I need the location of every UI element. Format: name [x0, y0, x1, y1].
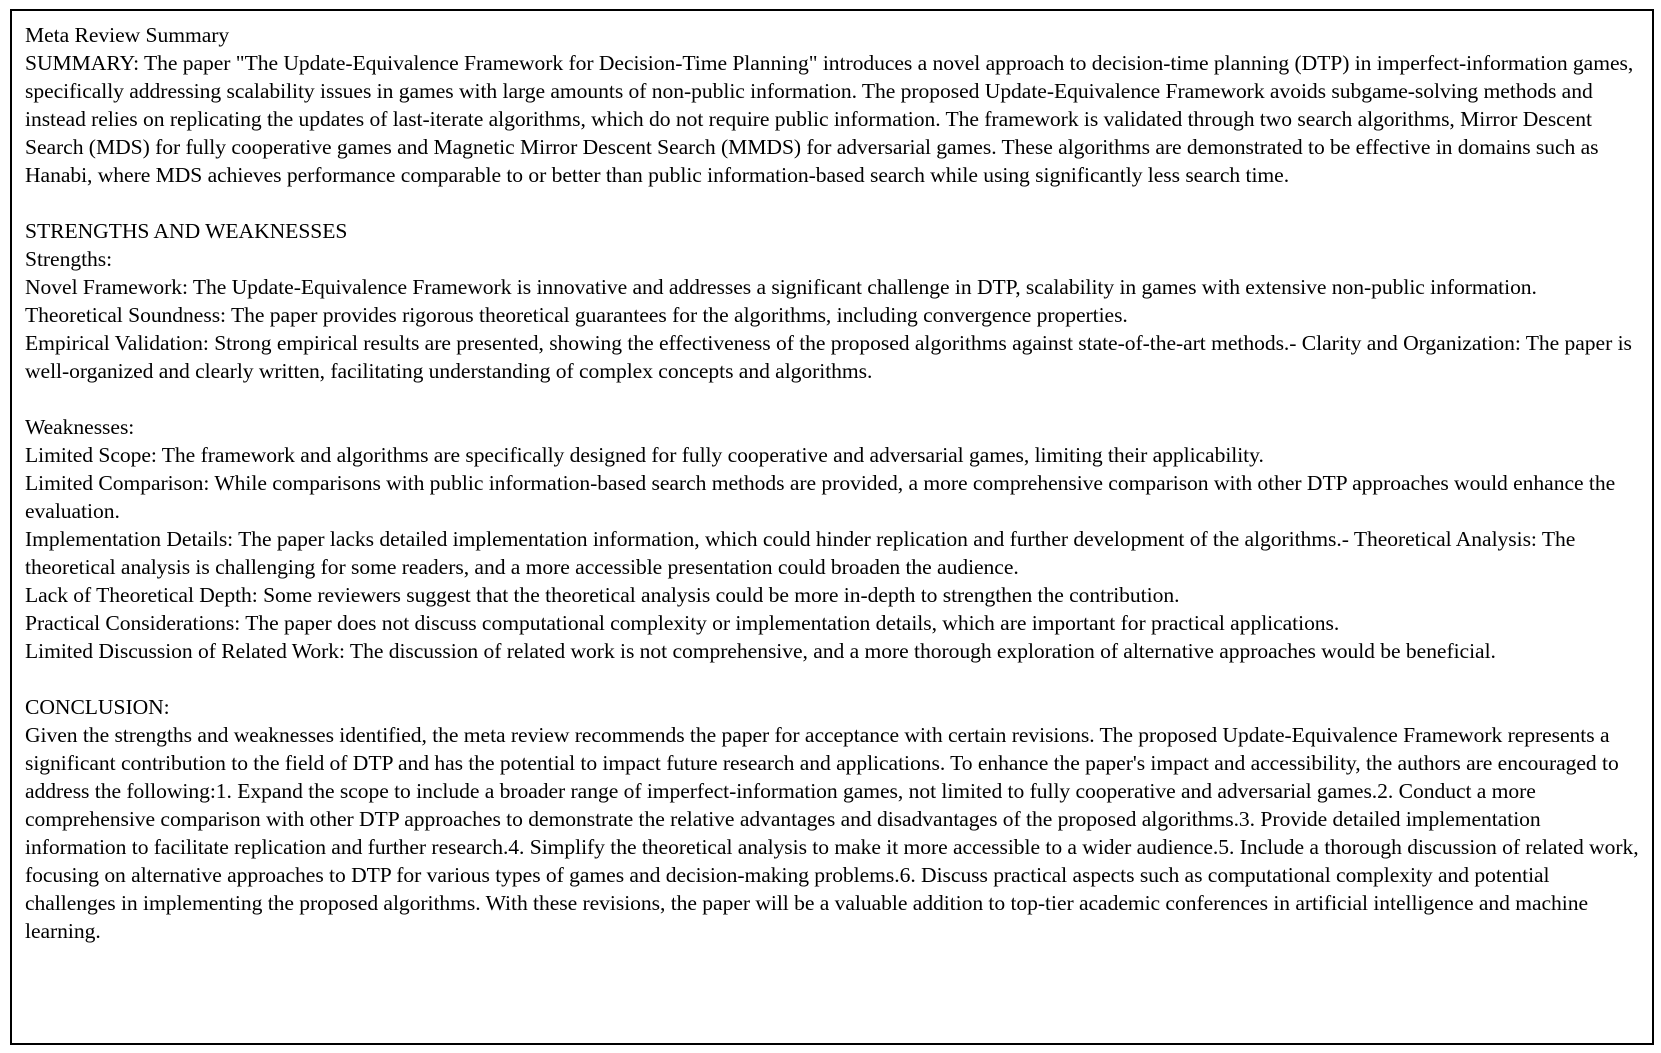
strength-item: Empirical Validation: Strong empirical results are presented, showing the effectiveness of the proposed algorithms against state-of-the-art methods.- Clarity and Organization: The paper is well-organized and clearly written, facilitating understanding of complex concepts and algorithms. [25, 331, 1632, 383]
conclusion-paragraph: Given the strengths and weaknesses identified, the meta review recommends the paper for acceptance with certain revisions. The proposed Update-Equivalence Framework represents a significant contribution to the field of DTP and has the potential to impact future research and applications. To enhance the paper's impact and accessibility, the authors are encouraged to address the following:1. Expand the scope to include a broader range of imperfect-information games, not limited to fully cooperative and adversarial games.2. Conduct a more comprehensive comparison with other DTP approaches to demonstrate the relative advantages and disadvantages of the proposed algorithms.3. Provide detailed implementation information to facilitate replication and further research.4. Simplify the theoretical analysis to make it more accessible to a wider audience.5. Include a thorough discussion of related work, focusing on alternative approaches to DTP for various types of games and decision-making problems.6. Discuss practical aspects such as computational complexity and potential challenges in implementing the proposed algorithms. With these revisions, the paper will be a valuable addition to top-tier academic conferences in artificial intelligence and machine learning. [25, 723, 1639, 943]
weakness-item: Implementation Details: The paper lacks detailed implementation information, which could hinder replication and further development of the algorithms.- Theoretical Analysis: The theoretical analysis is challenging for some readers, and a more accessible presentation could broaden the audience. [25, 527, 1576, 579]
section-spacer [25, 665, 1645, 693]
weakness-item: Practical Considerations: The paper does not discuss computational complexity or implementation details, which are important for practical applications. [25, 611, 1340, 635]
summary-paragraph: SUMMARY: The paper "The Update-Equivalence Framework for Decision-Time Planning" introduces a novel approach to decision-time planning (DTP) in imperfect-information games, specifically addressing scalability issues in games with large amounts of non-public information. The proposed Update-Equivalence Framework avoids subgame-solving methods and instead relies on replicating the updates of last-iterate algorithms, which do not require public information. The framework is validated through two search algorithms, Mirror Descent Search (MDS) for fully cooperative games and Magnetic Mirror Descent Search (MMDS) for adversarial games. These algorithms are demonstrated to be effective in domains such as Hanabi, where MDS achieves performance comparable to or better than public information-based search while using significantly less search time. [25, 51, 1634, 187]
weakness-item: Limited Comparison: While comparisons with public information-based search methods are provided, a more comprehensive comparison with other DTP approaches would enhance the evaluation. [25, 471, 1616, 523]
weakness-item: Limited Discussion of Related Work: The discussion of related work is not comprehensive, and a more thorough exploration of alternative approaches would be beneficial. [25, 639, 1496, 663]
weakness-item: Limited Scope: The framework and algorithms are specifically designed for fully cooperative and adversarial games, limiting their applicability. [25, 443, 1264, 467]
strength-item: Theoretical Soundness: The paper provides rigorous theoretical guarantees for the algorithms, including convergence properties. [25, 303, 1128, 327]
document-frame [10, 9, 1654, 1045]
strengths-heading: Strengths: [25, 247, 113, 271]
document-body [25, 21, 1645, 945]
section-spacer [25, 189, 1645, 217]
conclusion-heading: CONCLUSION: [25, 695, 170, 719]
strength-item: Novel Framework: The Update-Equivalence Framework is innovative and addresses a significant challenge in DTP, scalability in games with extensive non-public information. [25, 275, 1537, 299]
document-title: Meta Review Summary [25, 23, 230, 47]
weaknesses-heading: Weaknesses: [25, 415, 135, 439]
weakness-item: Lack of Theoretical Depth: Some reviewers suggest that the theoretical analysis could be more in-depth to strengthen the contribution. [25, 583, 1180, 607]
section-spacer [25, 385, 1645, 413]
strengths-weaknesses-heading: STRENGTHS AND WEAKNESSES [25, 219, 348, 243]
